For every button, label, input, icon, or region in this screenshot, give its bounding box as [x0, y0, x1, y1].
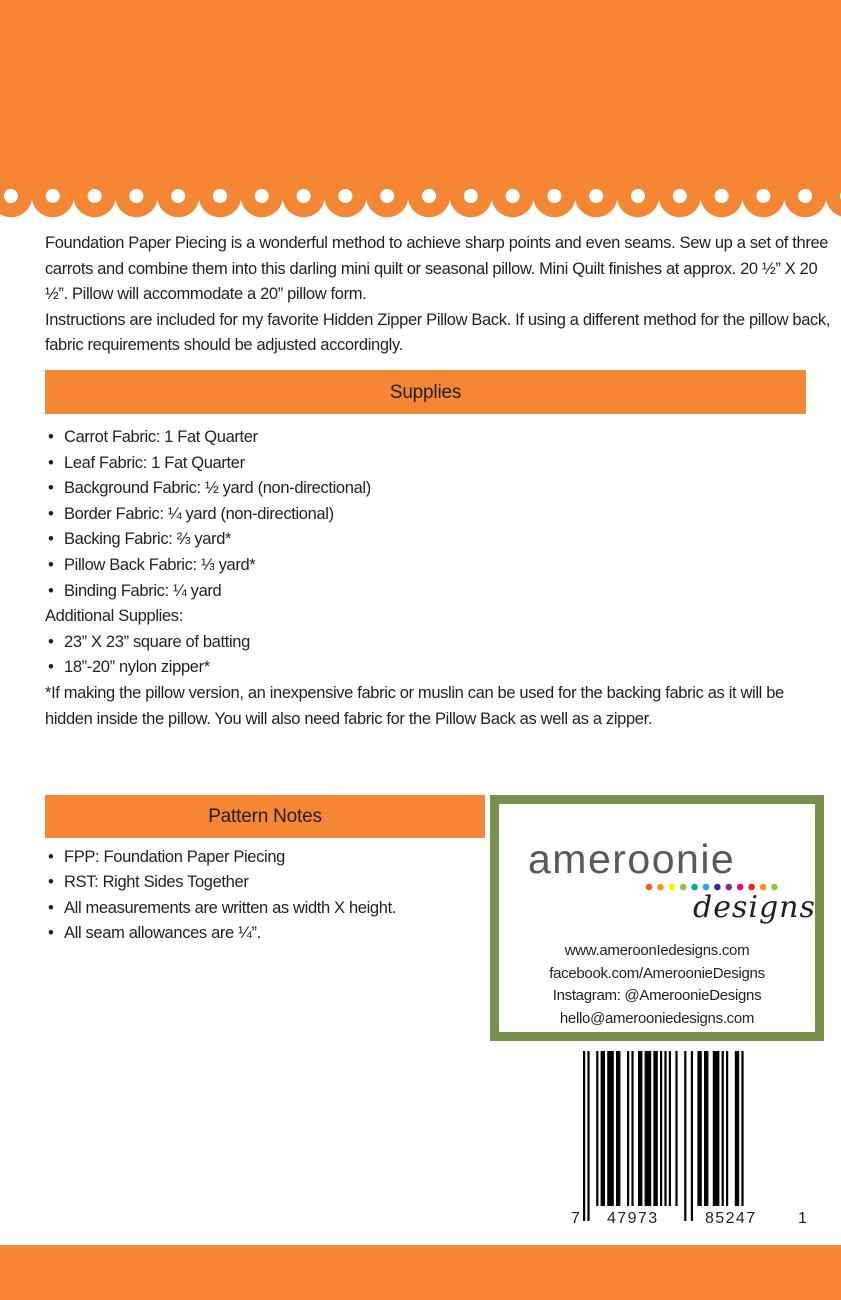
barcode-digit-last: 1 [798, 1210, 807, 1227]
note-item [45, 845, 465, 870]
logo-dot [680, 884, 687, 891]
supply-item [45, 425, 825, 451]
logo-dot [657, 884, 664, 891]
barcode-digit-first: 7 [571, 1210, 580, 1227]
bullet: • [48, 924, 54, 943]
intro-text [45, 231, 835, 359]
barcode-bar [587, 1051, 589, 1221]
bullet: • [48, 632, 54, 651]
bullet: • [48, 453, 54, 472]
barcode-bar [653, 1051, 657, 1206]
pattern-notes-section [45, 845, 465, 947]
note-item [45, 870, 465, 895]
pattern-notes-heading: Pattern Notes [45, 795, 485, 838]
email-link[interactable]: hello@amerooniedesigns.com [559, 1009, 755, 1027]
barcode-number [565, 1210, 810, 1237]
additional-supply-text: 23” X 23” square of batting [64, 632, 250, 651]
logo-dot [646, 884, 653, 891]
additional-supply-item [45, 655, 825, 681]
barcode-bar [713, 1051, 720, 1206]
supplies-heading: Supplies [45, 370, 806, 414]
barcode-bar [697, 1051, 701, 1206]
bullet: • [48, 581, 54, 600]
logo-dot [669, 884, 676, 891]
scallop-hole [589, 189, 603, 203]
scallop-hole [171, 189, 185, 203]
barcode-bar [645, 1051, 652, 1206]
scallop-hole [88, 189, 102, 203]
scallop-hole [255, 189, 269, 203]
barcode-bar [675, 1051, 677, 1206]
note-item [45, 921, 465, 946]
barcode-bar [722, 1051, 724, 1206]
bullet: • [48, 479, 54, 498]
contact-info [499, 940, 815, 1030]
bullet: • [48, 428, 54, 446]
bullet: • [48, 555, 54, 574]
barcode-bars [565, 1051, 810, 1221]
bullet: • [48, 898, 54, 917]
supply-item [45, 527, 825, 553]
supply-item-text: Border Fabric: ¼ yard (non-directional) [64, 504, 334, 523]
additional-supply-item [45, 630, 825, 656]
top-band-fill [0, 0, 841, 196]
barcode-bar [726, 1051, 728, 1206]
supply-item-text: Pillow Back Fabric: ⅓ yard* [64, 555, 256, 574]
scallop-hole [129, 189, 143, 203]
scallop-hole [506, 189, 520, 203]
barcode-bar [741, 1051, 743, 1206]
supply-item-text: Backing Fabric: ⅔ yard* [64, 530, 232, 549]
supply-item [45, 553, 825, 579]
supply-item-text: Background Fabric: ½ yard (non-directional) [64, 479, 371, 498]
scallop-hole [673, 189, 687, 203]
bullet: • [48, 530, 54, 549]
website-link[interactable]: www.ameroonIedesigns.com [564, 942, 750, 959]
barcode-bar [664, 1051, 666, 1206]
barcode-group-right: 85247 [705, 1210, 757, 1227]
supply-item [45, 476, 825, 502]
scallop-hole [422, 189, 436, 203]
top-scallop-band [0, 0, 841, 232]
barcode-bar [638, 1051, 642, 1206]
supply-item-text: Carrot Fabric: 1 Fat Quarter [64, 428, 258, 446]
scallop-hole [4, 189, 18, 203]
note-item [45, 896, 465, 921]
scallop-hole [715, 189, 729, 203]
barcode-bar [669, 1051, 671, 1206]
supplies-section [45, 425, 825, 732]
scallop-hole [631, 189, 645, 203]
note-item-text: All measurements are written as width X height. [64, 898, 397, 917]
scallop-hole [547, 189, 561, 203]
supplies-list [45, 425, 825, 604]
barcode-bar [616, 1051, 620, 1206]
note-item-text: FPP: Foundation Paper Piecing [64, 848, 285, 866]
scallop-hole [46, 189, 60, 203]
bullet: • [48, 873, 54, 892]
logo-script: designs [693, 890, 816, 925]
scallop-hole [380, 189, 394, 203]
supply-item [45, 451, 825, 477]
bottom-band [0, 1245, 841, 1300]
barcode-bar [735, 1051, 739, 1206]
scallop-border [0, 0, 841, 232]
note-item-text: All seam allowances are ¼”. [64, 924, 261, 943]
bullet: • [48, 504, 54, 523]
scallop-hole [798, 189, 812, 203]
supplies-footnote: *If making the pillow version, an inexpensive fabric or muslin can be used for the backing fabric as it will be hidden inside the pillow. You will also need fabric for the Pillow Back as well as a zipper. [45, 683, 784, 728]
scallop-hole [213, 189, 227, 203]
bullet: • [48, 848, 54, 866]
supply-item [45, 579, 825, 605]
intro-paragraph-1: Foundation Paper Piecing is a wonderful method to achieve sharp points and even seams. Sew up a set of three carrots and combine them into this darling mini quilt or seasonal pillow. Mini Quilt finishes at approx. 20 ½” X 20 ½”. Pillow will accommodate a 20” pillow form. [45, 234, 829, 303]
barcode-bar [631, 1051, 633, 1206]
barcode-group-left: 47973 [607, 1210, 659, 1227]
barcode-bar [691, 1051, 693, 1221]
scallop-hole [297, 189, 311, 203]
intro-paragraph-2: Instructions are included for my favorite Hidden Zipper Pillow Back. If using a different method for the pillow back, fabric requirements should be adjusted accordingly. [45, 310, 831, 354]
barcode [565, 1051, 810, 1237]
bullet: • [48, 658, 54, 677]
barcode-bar [601, 1051, 605, 1206]
scallop-hole [338, 189, 352, 203]
barcode-bar [684, 1051, 686, 1221]
barcode-bar [607, 1051, 614, 1206]
brand-logo-box [490, 795, 824, 1041]
scallop-hole [756, 189, 770, 203]
supply-item [45, 502, 825, 528]
pattern-notes-list [45, 845, 465, 947]
supply-item-text: Binding Fabric: ¼ yard [64, 581, 222, 600]
scallop-hole [464, 189, 478, 203]
note-item-text: RST: Right Sides Together [64, 873, 249, 892]
instagram-handle[interactable]: Instagram: @AmeroonieDesigns [552, 987, 762, 1004]
logo-wordmark: ameroonie [528, 836, 736, 882]
barcode-bar [660, 1051, 662, 1206]
barcode-bar [704, 1051, 708, 1206]
supply-item-text: Leaf Fabric: 1 Fat Quarter [64, 453, 245, 472]
barcode-bar [596, 1051, 598, 1206]
additional-supplies-list [45, 630, 825, 681]
barcode-bar [627, 1051, 629, 1206]
additional-supply-text: 18”-20” nylon zipper* [64, 658, 210, 677]
barcode-bar [583, 1051, 585, 1221]
facebook-link[interactable]: facebook.com/AmeroonieDesigns [549, 964, 765, 982]
additional-supplies-heading: Additional Supplies: [45, 607, 183, 626]
